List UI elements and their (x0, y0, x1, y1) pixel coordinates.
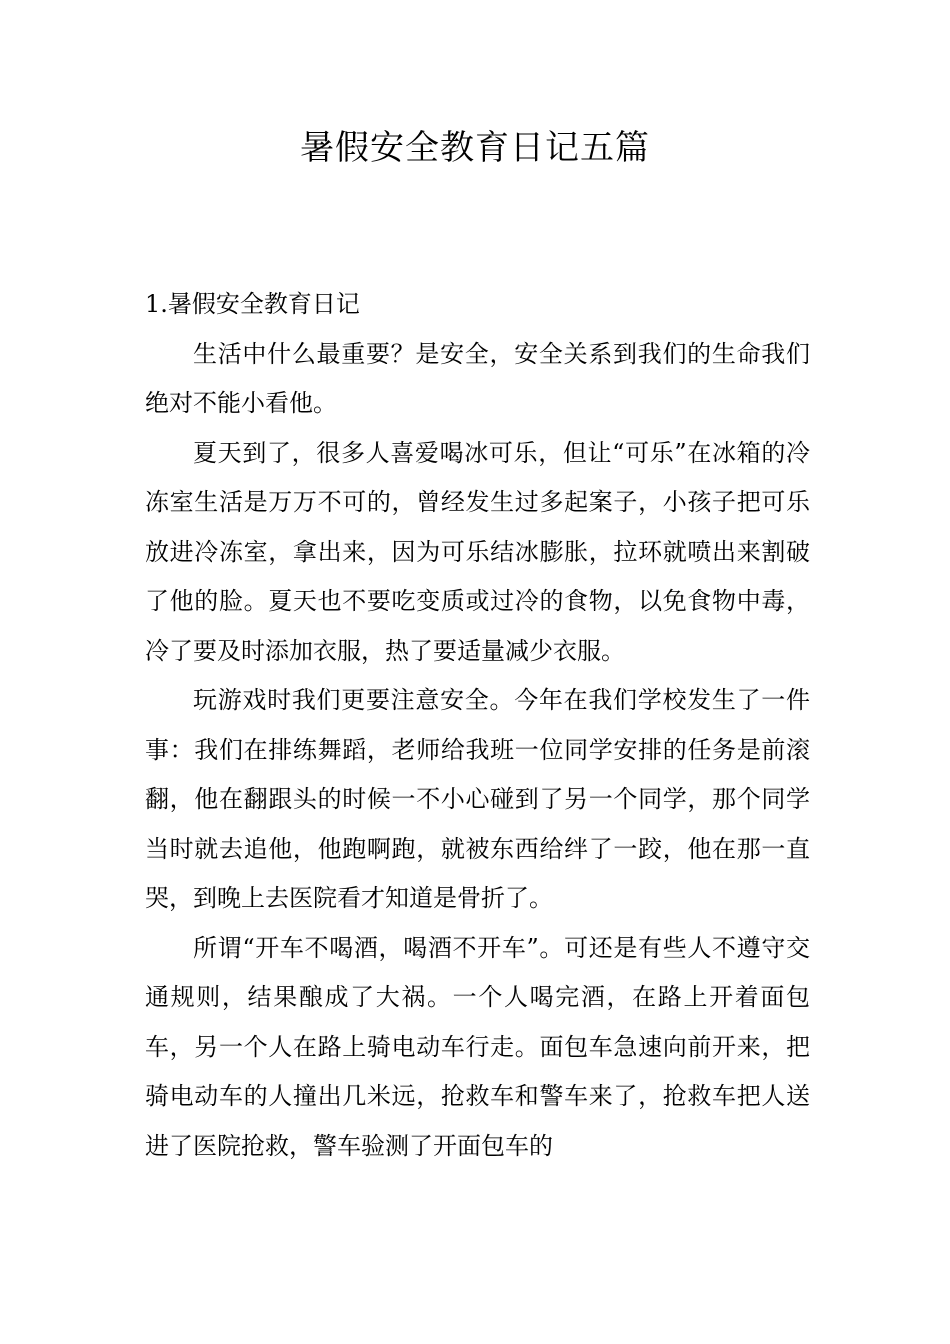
section-heading: 1.暑假安全教育日记 (145, 290, 360, 318)
paragraph: 所谓“开车不喝酒，喝酒不开车”。可还是有些人不遵守交通规则，结果酿成了大祸。一个人喝完酒，在路上开着面包车，另一个人在路上骑电动车行走。面包车急速向前开来，把骑电动车的人撞出几米远，抢救车和警车来了，抢救车把人送进了医院抢救，警车验测了开面包车的 (145, 933, 810, 1160)
paragraph: 生活中什么最重要？是安全，安全关系到我们的生命我们绝对不能小看他。 (145, 339, 810, 417)
document-body (145, 280, 810, 1171)
paragraph: 玩游戏时我们更要注意安全。今年在我们学校发生了一件事：我们在排练舞蹈，老师给我班一位同学安排的任务是前滚翻，他在翻跟头的时候一不小心碰到了另一个同学，那个同学当时就去追他，他跑啊跑，就被东西给绊了一跤，他在那一直哭，到晚上去医院看才知道是骨折了。 (145, 686, 810, 912)
paragraph: 夏天到了，很多人喜爱喝冰可乐，但让“可乐”在冰箱的冷冻室生活是万万不可的，曾经发生过多起案子，小孩子把可乐放进冷冻室，拿出来，因为可乐结冰膨胀，拉环就喷出来割破了他的脸。夏天也不要吃变质或过冷的食物，以免食物中毒，冷了要及时添加衣服，热了要适量减少衣服。 (145, 438, 810, 665)
document-title: 暑假安全教育日记五篇 (300, 128, 650, 168)
